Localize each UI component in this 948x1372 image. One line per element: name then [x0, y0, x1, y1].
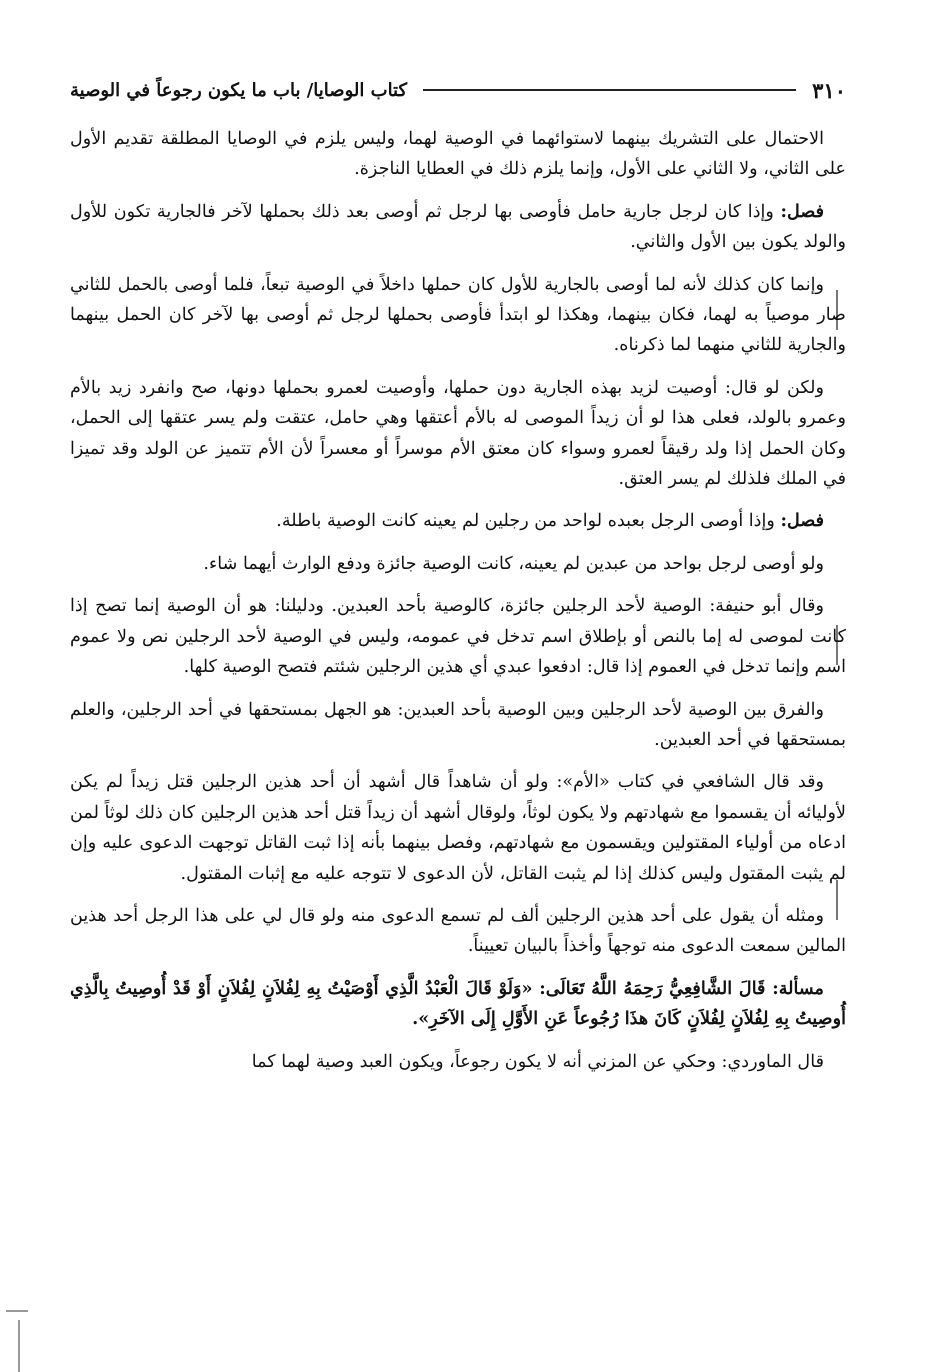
paragraph — [70, 974, 846, 1035]
header-rule — [423, 89, 796, 91]
corner-mark — [6, 1310, 28, 1312]
paragraph — [70, 695, 846, 756]
paragraph-text: وقد قال الشافعي في كتاب «الأم»: ولو أن شاهداً قال أشهد أن أحد هذين الرجلين قتل زيداً لم يكن لأوليائه أن يقسموا مع شهادتهم ولا يكون لوثاً، ولوقال أشهد أن زيداً قتل أحد هذين الرجلين كان ذلك لوثاً لمن ادعاه من أولياء المقتولين ويقسمون مع شهادتهم، وفصل بينهما بأنه إذا ثبت القاتل توجهت الدعوى عليه وإن لم يثبت المقتول وليس كذلك إذا لم يثبت القاتل، لأن الدعوى لا تتوجه عليه مع إثبات المقتول. — [70, 772, 846, 884]
paragraph-text: وإنما كان كذلك لأنه لما أوصى بالجارية للأول كان حملها داخلاً في الوصية تبعاً، فلما أوصى بالحمل للثاني صار موصياً به لهما، فكان بينهما، وهكذا لو ابتدأ فأوصى بحملها لرجل ثم أوصى بها لآخر كان الحمل بينهما والجارية للثاني منهما لما ذكرناه. — [70, 274, 846, 356]
paragraph-text: الاحتمال على التشريك بينهما لاستوائهما في الوصية لهما، وليس يلزم في الوصايا المطلقة تقديم الأول على الثاني، ولا الثاني على الأول، وإنما يلزم ذلك في العطايا الناجزة. — [70, 129, 846, 180]
paragraph — [70, 767, 846, 889]
paragraph — [70, 197, 846, 258]
paragraph-text: قال الماوردي: وحكي عن المزني أنه لا يكون رجوعاً، ويكون العبد وصية لهما كما — [251, 1051, 824, 1072]
paragraph-text: وإذا أوصى الرجل بعبده لواحد من رجلين لم يعينه كانت الوصية باطلة. — [276, 511, 781, 532]
paragraph — [70, 270, 846, 361]
paragraph-text: والفرق بين الوصية لأحد الرجلين وبين الوصية بأحد العبدين: هو الجهل بمستحقها في أحد الرجلين، والعلم بمستحقها في أحد العبدين. — [70, 699, 846, 750]
page-header — [70, 72, 846, 108]
paragraph-text: وقال أبو حنيفة: الوصية لأحد الرجلين جائزة، كالوصية بأحد العبدين. ودليلنا: هو أن الوصية إنما تصح إذا كانت لموصى له إما بالنص أو بإطلاق اسم تدخل في عمومه، وليس في الوصية لأحد الرجلين نص ولا عموم اسم وإنما تدخل في العموم إذا قال: ادفعوا عبدي أي هذين الرجلين شئتم فتصح الوصية كلها. — [70, 596, 846, 678]
paragraph-text: ولو أوصى لرجل بواحد من عبدين لم يعينه، كانت الوصية جائزة ودفع الوارث أيهما شاء. — [203, 553, 824, 574]
running-title: كتاب الوصايا/ باب ما يكون رجوعاً في الوصية — [70, 79, 408, 101]
paragraph-label: مسألة: — [772, 977, 824, 999]
paragraph — [70, 901, 846, 962]
paragraph-text: وإذا كان لرجل جارية حامل فأوصى بها لرجل ثم أوصى بعد ذلك بحملها لآخر فالجارية تكون للأول والولد يكون بين الأول والثاني. — [70, 201, 846, 253]
paragraph-label: فصل: — [780, 510, 824, 532]
paragraph — [70, 124, 846, 185]
paragraph — [70, 1047, 846, 1077]
left-edge-mark — [18, 1320, 20, 1372]
paragraph-label: فصل: — [780, 200, 824, 222]
paragraph — [70, 591, 846, 682]
page-number: ٣١٠ — [812, 77, 846, 103]
paragraph — [70, 549, 846, 579]
paragraph-text: قَالَ الشَّافِعِيُّ رَحِمَهُ اللَّهُ تَعَالَى: «وَلَوْ قَالَ الْعَبْدُ الَّذِي أَوْصَيْتُ بِهِ لِفُلاَنٍ لِفُلاَنٍ أَوْ قَدْ أُوصِيتُ بِالَّذِي أُوصِيتُ بِهِ لِفُلاَنٍ لِفُلاَنٍ كَانَ هذَا رُجُوعاً عَنِ الأَوَّلِ إِلَى الآخَرِ». — [70, 977, 846, 1030]
paragraph — [70, 373, 846, 495]
book-page — [70, 0, 846, 1372]
paragraph-text: ومثله أن يقول على أحد هذين الرجلين ألف لم تسمع الدعوى منه ولو قال لي على هذا الرجل أحد هذين المالين سمعت الدعوى منه توجهاً وأخذاً بالبيان تعييناً. — [70, 905, 846, 957]
paragraph — [70, 506, 846, 536]
page-body — [70, 124, 846, 1089]
paragraph-text: ولكن لو قال: أوصيت لزيد بهذه الجارية دون حملها، وأوصيت لعمرو بحملها دونها، صح وانفرد زيد بالأم وعمرو بالولد، فعلى هذا لو أن زيداً الموصى له بالأم أعتقها وهي حامل، عتقت ولم يسر عتقها إلى الحمل، وكان الحمل إذا ولد رقيقاً لعمرو وسواء كان معتق الأم موسراً أو معسراً لأن الأم تتميز عن الولد وقد تميزا في الملك فلذلك لم يسر العتق. — [70, 377, 846, 490]
